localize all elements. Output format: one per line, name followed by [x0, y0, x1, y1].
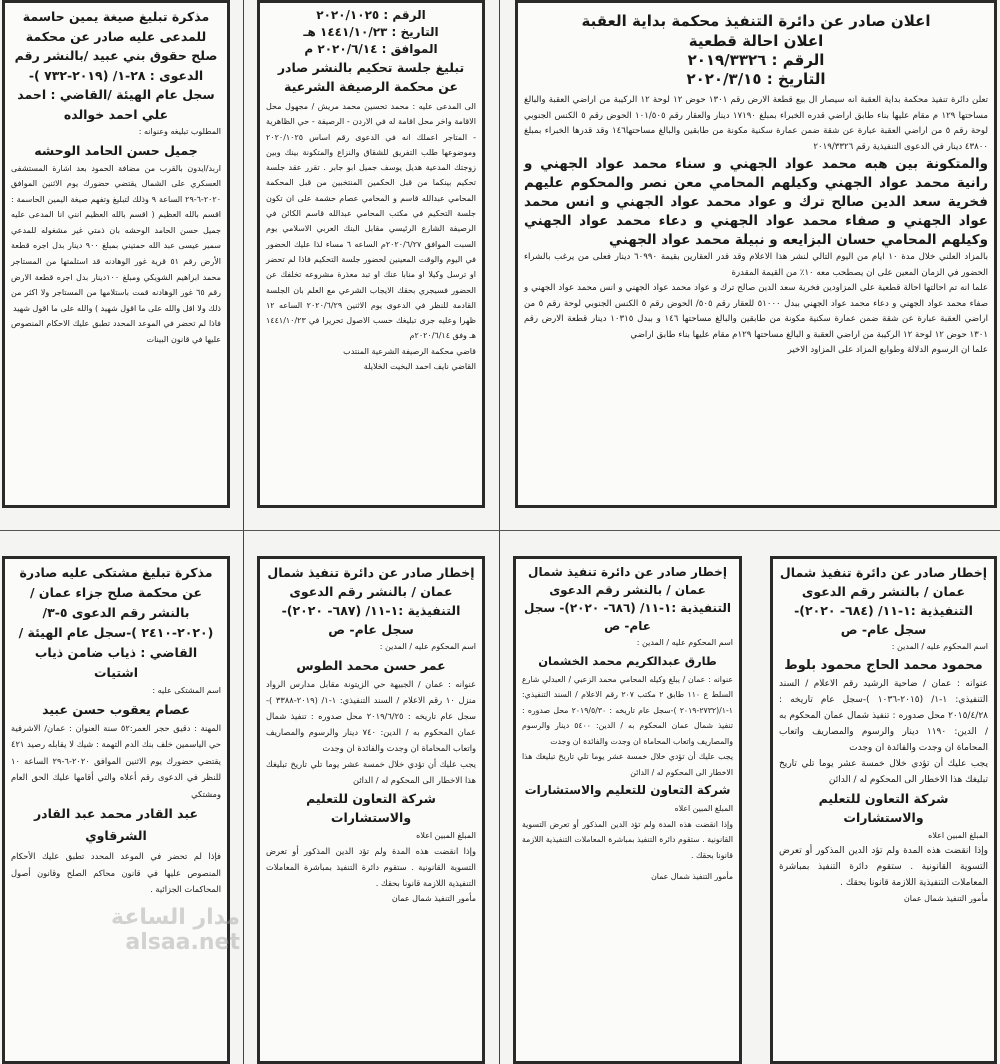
warning-text: وإذا انقضت هذه المدة ولم تؤد الدين المذكور أو تعرض التسوية القانونية . ستقوم دائرة التنفيذ بمباشرة المعاملات التنفيذية اللازمة قانونا بحقك . [522, 819, 733, 860]
warning-text: وإذا انقضت هذه المدة ولم تؤد الدين المذكور أو تعرض التسوية القانونية . ستقوم دائرة التنفيذ بمباشرة المعاملات التنفيذية اللازمة قانونا بحقك . [779, 846, 988, 888]
notice-date: التاريخ : ٢٠٢٠/٣/١٥ [686, 70, 826, 88]
officer-signature: مأمور التنفيذ شمال عمان [903, 894, 988, 903]
notice-details: عنوانه : عمان / يبلغ وكيله المحامي محمد الزعبي / العبدلي شارع السلط ع ١١٠ طابق ٢ مكتب ٢٠٧ رقم الاعلام / السند التنفيذي: ١-١/(٢٧٣٢-٢٠١٩ )-سجل عام تاريخه : ٢٠١٩/٥/٣٠ محل صدوره : تنفيذ شمال عمان المحكوم به / الدين: ٥٤٠٠ دينار والرسوم والمصاريف واتعاب المحاماة ان وجدت والفائدة ان وجدت [522, 674, 734, 746]
defendant-name: عصام يعقوب حسن عبيد [42, 701, 190, 717]
addressee-name: جميل حسن الحامد الوحشه [34, 142, 198, 158]
notice-body: بالمزاد العلني خلال مدة ١٠ ايام من اليوم التالي لنشر هذا الاعلام وقد قدر العقارين بقيمة ٦٠٩٩٠ دينار فعلى من يرغب بالشراء الحضور في الزمان المعين على ان يصطحب معه ١٠٪ من القيمة المقدرة [524, 252, 988, 278]
column-divider [243, 0, 244, 1064]
notice-rusaifa-arbitration [257, 0, 485, 508]
notice-bani-obeid-oath [2, 0, 230, 508]
deadline-text: يجب عليك أن تؤدي خلال خمسة عشر يوما تلي تاريخ تبليغك هذا الاخطار الى المحكوم له / الدائن [779, 758, 988, 785]
notice-body: تعلن دائرة تنفيذ محكمة بداية العقبة انه سيصار ال بيع قطعة الارض رقم ١٣٠١ حوض ١٢ لوحة ١٢ الركيبة من اراضي العقبة والبالغ مساحتها ١٢٩ م مقام عليها بناء طابق اراضي قدره الخبراء بمبلغ ١٧١٩٠ دينار والعقار رقم ١٠١/٥٠٥ الحوض رقم ٥ الكنس الجنوبي لوحة رقم ٥ من اراضي العقبة عبارة عن شقة ضمن عمارة سكنية مكونة من طابقين والبالغ مساحتها١٤٦ وقد قدرها الخبراء بمبلغ ٤٣٨٠٠ دينار في الدعوى التنفيذية رقم ٢٠١٩/٣٣٢٦ [524, 95, 989, 152]
warning-text: وإذا انقضت هذه المدة ولم تؤد الدين المذكور أو تعرض التسوية القانونية . ستقوم دائرة التنفيذ بمباشرة المعاملات التنفيذية اللازمة قانونا بحقك . [266, 846, 476, 888]
notice-title: تبليغ جلسة تحكيم بالنشر صادر عن محكمة الرصيفة الشرعية [277, 60, 465, 94]
deadline-text: يجب عليك أن تؤدي خلال خمسة عشر يوما تلي تاريخ تبليغك هذا الاخطار الى المحكوم له / الدائن [522, 752, 733, 777]
amount-note: المبلغ المبين اعلاه [674, 804, 733, 813]
debtor-name: محمود محمد الحاج محمود بلوط [784, 657, 983, 673]
parties: والمتكونة بين هبه محمد عواد الجهني و سناء محمد عواد الجهني و رانية محمد عواد الجهني وكيلهم المحامي معن نصر والمحكوم عليهم فخرية سعد الدين صالح ترك و عواد محمد عواد الجهني و انس محمد عواد الجهني و صفاء محمد عواد الجهني و دعاء محمد عواد الجهني وكيلهم المحامي حسان البزايعه و نبيلة محمد عواد الجهني [524, 156, 988, 248]
notice-north-amman-687 [257, 556, 485, 1064]
notice-details: عنوانه : عمان / الجبيهة حي الزيتونة مقابل مدارس الرواد منزل ١٠ رقم الاعلام / السند التنفيذي: ١-١/ (٢٠١٩-٣٣٨٨ )-سجل عام تاريخه : ٢٠١٩/٦/٢٥ محل صدوره : تنفيذ شمال عمان المحكوم به / الدين: ٧٤٠ دينار والرسوم والمصاريف واتعاب المحاماة ان وجدت والفائدة ان وجدت [266, 678, 477, 753]
debtor-name: طارق عبدالكريم محمد الخشمان [538, 653, 717, 668]
column-divider [499, 0, 500, 1064]
notice-date: التاريخ : ١٤٤١/١٠/٢٣ هـ [303, 25, 439, 39]
case-number: الرقم : ٢٠١٩/٣٣٢٦ [687, 51, 825, 69]
notice-aqaba-auction [515, 0, 997, 508]
notice-body: علما ان الرسوم الدلالة وطوابع المزاد على المزاود الاخير [787, 345, 988, 355]
officer-signature: مأمور التنفيذ شمال عمان [391, 894, 476, 903]
notice-date-gregorian: الموافق : ٢٠٢٠/٦/١٤ م [304, 42, 438, 56]
notice-footer: فاذا لم تحضر في الموعد المحدد تطبق عليك الاحكام المنصوص عليها في قانون البينات [11, 319, 221, 344]
notice-title: مذكرة تبليغ صيغة يمين حاسمة للمدعى عليه صادر عن محكمة صلح حقوق بني عبيد /بالنشر رقم الدعوى : ٢٨-١/ (٢٠١٩-٧٣٢ )- سجل عام الهيئة /القاضي : احمد علي احمد خوالده [14, 9, 218, 122]
notice-details: عنوانه : عمان / ضاحية الرشيد رقم الاعلام / السند التنفيذي: ١-١/ (٢٠١٥-١٠٣٦ )-سجل عام تاريخه : ٢٠١٥/٤/٢٨ محل صدوره : تنفيذ شمال عمان المحكوم به / الدين: ١١٩٠ دينار والرسوم والمصاريف واتعاب المحاماة ان وجدت والفائدة ان وجدت [779, 678, 989, 753]
amount-note: المبلغ المبين اعلاه [416, 830, 476, 840]
complainant-name: عبد القادر محمد عبد القادر الشرقاوي [33, 806, 199, 843]
debtor-label: اسم المحكوم عليه / المدين : [891, 642, 988, 651]
signature-name: القاضي نايف احمد البخيت الخلايلة [363, 362, 476, 372]
notice-north-amman-684 [770, 556, 997, 1064]
creditor-name: شركة التعاون للتعليم والاستشارات [524, 783, 731, 797]
notice-title: مذكرة تبليغ مشتكى عليه صادرة عن محكمة صلح جزاء عمان / بالنشر رقم الدعوى ٥-٣/ (٢٠٢٠-٢٤١٠ )-سجل عام الهيئة /القاضي : ذياب ضامن ذياب اشتيات [18, 565, 214, 680]
notice-title: إخطار صادر عن دائرة تنفيذ شمال عمان / بالنشر رقم الدعوى التنفيذية :١-١١/ (٦٨٤- ٢٠٢٠)- سجل عام- ص [779, 565, 988, 637]
debtor-name: عمر حسن محمد الطوس [296, 657, 446, 673]
debtor-label: اسم المحكوم عليه / المدين : [636, 638, 733, 647]
deadline-text: يجب عليك أن تؤدي خلال خمسة عشر يوما تلي تاريخ تبليغك هذا الاخطار الى المحكوم له / الدائن [266, 758, 476, 785]
addressee-label: المطلوب تبليغه وعنوانه : [138, 127, 221, 136]
notice-north-amman-686 [513, 556, 742, 1064]
debtor-label: اسم المحكوم عليه / المدين : [379, 642, 476, 651]
notice-body: علما انه تم احالتها احالة قطعية على المزاودين فخرية سعد الدين صالح ترك و عواد محمد عواد الجهني و انس محمد عواد الجهني و صفاء محمد عواد الجهني و دعاء محمد عواد الجهني ببدل ٥١٠٠٠ للعقار رقم ٥٠٥/ الحوض رقم ٥ الكنس الجنوبي لوحة رقم ٥ من اراضي العقبة عبارة عن شقة ضمن عمارة سكنية مكونة من طابقين والبالغ مساحتها ١٤٦ و ببدل ١٠٣١٥ دينار قطعة الارض رقم ١٣٠١ حوض ١٢ لوحة ١٢ الركيبة من اراضي العقبة و البالغ مساحتها ١٢٩م مقام عليها بناء طابق اراضي [524, 283, 988, 340]
notice-title: إخطار صادر عن دائرة تنفيذ شمال عمان / بالنشر رقم الدعوى التنفيذية :١-١١/ (٦٨٦- ٢٠٢٠)- سجل عام- ص [524, 565, 731, 633]
watermark: مدار الساعة alsaa.net [110, 905, 240, 955]
creditor-name: شركة التعاون للتعليم والاستشارات [306, 790, 436, 825]
officer-signature: مأمور التنفيذ شمال عمان [651, 872, 733, 881]
notice-title: اعلان صادر عن دائرة التنفيذ محكمة بداية العقبة اعلان احالة قطعية [581, 12, 931, 50]
row-divider [0, 530, 1000, 531]
notice-body: المهنة : دقيق حجر العمر:٥٢ سنة العنوان : عمان/ الاشرفية حي الياسمين خلف بنك الدم التهمة : شيك لا يقابله رصيد ٤٢١ يقتضي حضورك يوم الاثنين الموافق ٢٠٢٠-٦-٢٩ الساعة ١٠ للنظر في الدعوى رقم أعلاه والتي أقامها عليك الحق العام ومشتكي [11, 722, 222, 799]
notice-title: إخطار صادر عن دائرة تنفيذ شمال عمان / بالنشر رقم الدعوى التنفيذية :١-١١/ (٦٨٧- ٢٠٢٠)- سجل عام- ص [267, 565, 475, 637]
amount-note: المبلغ المبين اعلاه [928, 830, 988, 840]
defendant-label: اسم المشتكى عليه : [152, 686, 221, 695]
notice-amman-criminal-summons [2, 556, 230, 1064]
notice-footer: فإذا لم تحضر في الموعد المحدد تطبق عليك الأحكام المنصوص عليها في قانون محاكم الصلح وقانون أصول المحاكمات الجزائية . [11, 851, 221, 894]
creditor-name: شركة التعاون للتعليم والاستشارات [818, 790, 949, 825]
notice-body: الى المدعى عليه : محمد تحسين محمد مريش / مجهول محل الاقامة واخر محل اقامة له في الاردن - الرصيفة - حي الظاهرية - المتاجر اعملك انه في الدعوى رقم اساس ٢٠٢٠/١٠٢٥ وموضوعها طلب التفريق للشقاق والنزاع والمتكونة بينك وبين زوجتك المدعية هديل يوسف جميل ابو جابر . تقرر عقد جلسة تحكيم بينكما من قبل الحكمين المنتخبين من قبل المحكمة المحامي عبدالله قاسم و المحامي عصام حشمة على ان تكون جلسة التحكيم في مكتب المحامي عبدالله قاسم الكائن في الرصيفة الشارع الرئيسي مقابل البنك العربي الاسلامي يوم السبت الموافق ٢٠٢٠/٦/٢٧م الساعه ٦ مساء لذا عليك الحضور في اليوم والوقت المعينين لحضور جلسة التحكيم فاذا لم تحضر او ترسل وكيلا او منابا عنك او تبد معذرة مشروعه تخلفك عن الحضور فسيجري بحقك الايجاب الشرعي مع العلم بان الجلسة القادمة للنظر في الدعوى يوم الاثنين ٢٠٢٠/٦/٢٩ الساعه ١٢ ظهرا وعليه جرى تبليغك حسب الاصول تحريرا في ١٤٤١/١٠/٢٣ هـ وفق ٢٠٢٠/٦/١٤م [266, 102, 476, 341]
case-number: الرقم : ٢٠٢٠/١٠٢٥ [316, 8, 426, 22]
signature-title: قاضي محكمة الرصيفة الشرعية المنتدب [343, 346, 476, 356]
notice-body: اربد/ايدون بالقرب من مضافة الحمود بعد اشارة المستشفى العسكري على الشمال يقتضي حضورك يوم الاثنين الموافق ٢٠٢٠-٦-٢٩ الساعة ٩ وذلك لتبليغ وتفهم صيغة اليمين الحاسمة : اقسم بالله العظيم ( اقسم بالله العظيم انني انا المدعى عليه جميل حسن الحامد الوحشه بان ذمتي غير مشغوله للمدعي سمير عيسى عبد الله حمتيني بمبلغ ٩٠٠ دينار بدل اجره قطعة الأرض رقم ٥١ قرية غور الوهادنه قد استلمتها من المستاجر محمد ابراهيم الشويكي ومبلغ ١٠٠دينار بدل اجره قطعة الارض رقم ٦٥ غور الوهادنه قمت باستلامها من المستاجر ولا اكثر من ذلك ولا اقل والله على ما اقول شهيد ) والله على ما اقول شهيد [11, 163, 222, 313]
